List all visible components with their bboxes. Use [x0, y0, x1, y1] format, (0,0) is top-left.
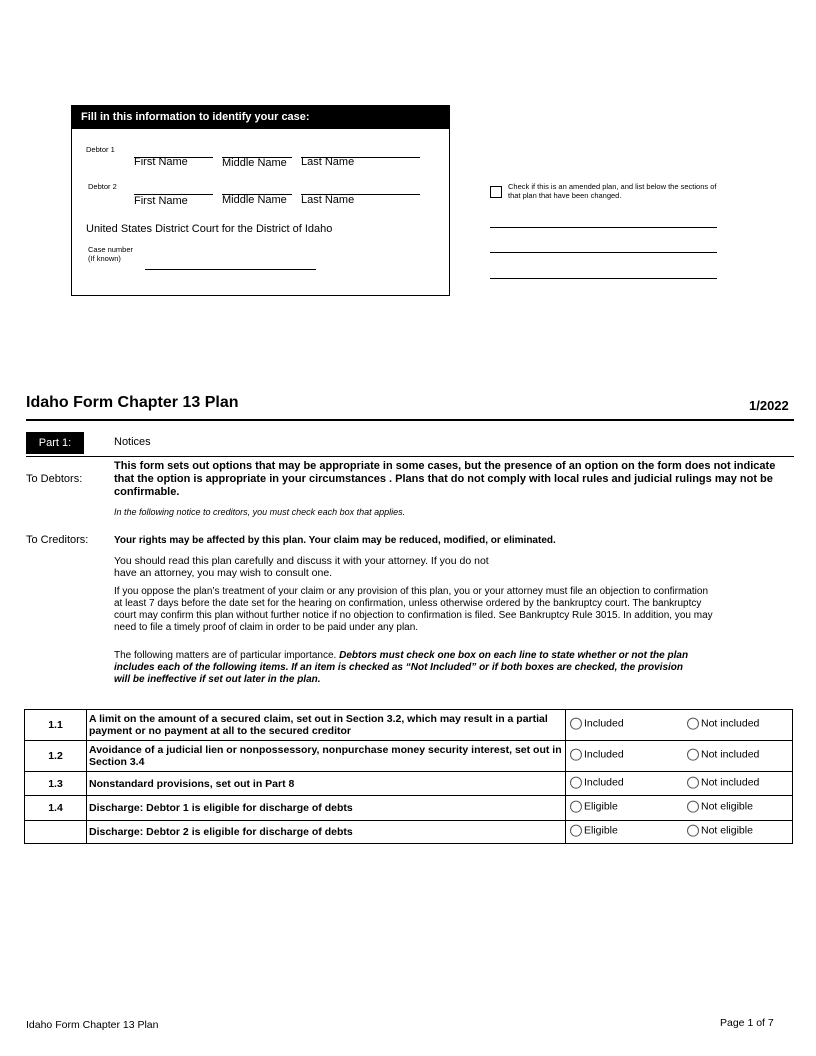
debtor1-first-name-label: First Name [134, 156, 188, 168]
case-box-header: Fill in this information to identify your case: [72, 106, 449, 129]
footer-page-number: Page 1 of 7 [720, 1017, 774, 1029]
title-divider [26, 419, 794, 421]
table-row [25, 741, 793, 772]
option-not-included[interactable] [687, 776, 759, 788]
option-included[interactable] [570, 749, 624, 761]
debtors-notice: This form sets out options that may be appropriate in some cases, but the presence of an option on the form does not indicate that the option is appropriate in your circumstances . Plans that do not comply with local rules and judicial rulings may not be confirmable. [114, 460, 776, 498]
if-known-label: (If known) [88, 254, 121, 263]
amended-section-line-2[interactable] [490, 252, 717, 253]
row-options [566, 710, 793, 741]
radio-icon[interactable] [687, 749, 699, 761]
to-debtors-label: To Debtors: [26, 473, 83, 485]
radio-icon[interactable] [570, 776, 582, 788]
para-3-plain: The following matters are of particular importance. [114, 650, 340, 661]
option-eligible[interactable] [570, 801, 618, 813]
debtors-italic-note: In the following notice to creditors, you must check each box that applies. [114, 507, 406, 517]
row-options [566, 772, 793, 796]
radio-icon[interactable] [687, 801, 699, 813]
option-label: Included [584, 717, 624, 730]
row-description: A limit on the amount of a secured claim, set out in Section 3.2, which may result in a partial payment or no payment at all to the secured creditor [87, 710, 566, 741]
option-label: Not eligible [701, 800, 753, 813]
part-1-divider [26, 456, 794, 457]
radio-icon[interactable] [570, 718, 582, 730]
table-row [25, 796, 793, 821]
debtor2-first-name-label: First Name [134, 195, 188, 207]
amended-section-line-1[interactable] [490, 227, 717, 228]
creditors-notice: Your rights may be affected by this plan. Your claim may be reduced, modified, or eliminated. [114, 535, 556, 546]
row-description: Nonstandard provisions, set out in Part 8 [87, 772, 566, 796]
row-number: 1.2 [25, 741, 87, 772]
part-1-tag: Part 1: [26, 432, 84, 454]
table-row [25, 772, 793, 796]
creditors-para-1: You should read this plan carefully and discuss it with your attorney. If you do not have an attorney, you may wish to consult one. [114, 555, 489, 579]
option-label: Not eligible [701, 824, 753, 837]
amended-section-line-3[interactable] [490, 278, 717, 279]
creditors-para-2: If you oppose the plan’s treatment of your claim or any provision of this plan, you or your attorney must file an objection to confirmation at least 7 days before the date set for the hearing on confirmation, unless otherwise ordered by the bankruptcy court. The bankruptcy court may confirm this plan without further notice if no objection to confirmation is filed. See Bankruptcy Rule 3015. In addition, you may need to file a timely proof of claim in order to be paid under any plan. [114, 586, 713, 633]
debtor2-last-name-label: Last Name [301, 194, 355, 206]
option-not-eligible[interactable] [687, 825, 753, 837]
amended-plan-text: Check if this is an amended plan, and list below the sections of that plan that have been changed. [508, 182, 717, 200]
debtor2-middle-name-label: Middle Name [222, 194, 287, 206]
radio-icon[interactable] [570, 801, 582, 813]
option-included[interactable] [570, 776, 624, 788]
option-eligible[interactable] [570, 825, 618, 837]
option-label: Included [584, 748, 624, 761]
part-1-title: Notices [114, 436, 151, 448]
radio-icon[interactable] [687, 718, 699, 730]
debtor1-label: Debtor 1 [86, 145, 115, 154]
footer-form-name: Idaho Form Chapter 13 Plan [26, 1019, 159, 1031]
option-included[interactable] [570, 718, 624, 730]
table-row [25, 710, 793, 741]
case-number-label: Case number [88, 245, 134, 254]
radio-icon[interactable] [570, 749, 582, 761]
row-number [25, 821, 87, 844]
row-options [566, 821, 793, 844]
option-label: Included [584, 776, 624, 789]
option-label: Eligible [584, 824, 618, 837]
row-description: Discharge: Debtor 1 is eligible for discharge of debts [87, 796, 566, 821]
debtor1-last-name-label: Last Name [301, 156, 355, 168]
radio-icon[interactable] [570, 825, 582, 837]
radio-icon[interactable] [687, 825, 699, 837]
debtor1-middle-name-label: Middle Name [222, 157, 287, 169]
plan-items-table [24, 709, 793, 844]
form-title: Idaho Form Chapter 13 Plan [26, 394, 239, 411]
radio-icon[interactable] [687, 776, 699, 788]
row-number: 1.3 [25, 772, 87, 796]
court-name: United States District Court for the District of Idaho [86, 223, 333, 235]
option-label: Not included [701, 748, 760, 761]
option-not-included[interactable] [687, 718, 759, 730]
row-options [566, 796, 793, 821]
option-not-eligible[interactable] [687, 801, 753, 813]
option-not-included[interactable] [687, 749, 759, 761]
row-number: 1.4 [25, 796, 87, 821]
option-label: Not included [701, 717, 760, 730]
table-row [25, 821, 793, 844]
creditors-para-3 [114, 650, 694, 686]
option-label: Not included [701, 776, 760, 789]
amended-plan-checkbox[interactable] [490, 186, 502, 198]
row-number: 1.1 [25, 710, 87, 741]
to-creditors-label: To Creditors: [26, 534, 89, 546]
row-description: Avoidance of a judicial lien or nonpossessory, nonpurchase money security interest, set out in Section 3.4 [87, 741, 566, 772]
option-label: Eligible [584, 800, 618, 813]
form-date: 1/2022 [749, 398, 789, 413]
para-3-bold-italic: Debtors must check one box on each line to state whether or not the plan includes each of the following items. If an item is checked as “Not Included” or if both boxes are checked, the provision will be ineffective if set out later in the plan. [114, 650, 689, 685]
debtor2-label: Debtor 2 [88, 182, 117, 191]
row-description: Discharge: Debtor 2 is eligible for discharge of debts [87, 821, 566, 844]
case-number-line[interactable] [145, 269, 316, 270]
row-options [566, 741, 793, 772]
